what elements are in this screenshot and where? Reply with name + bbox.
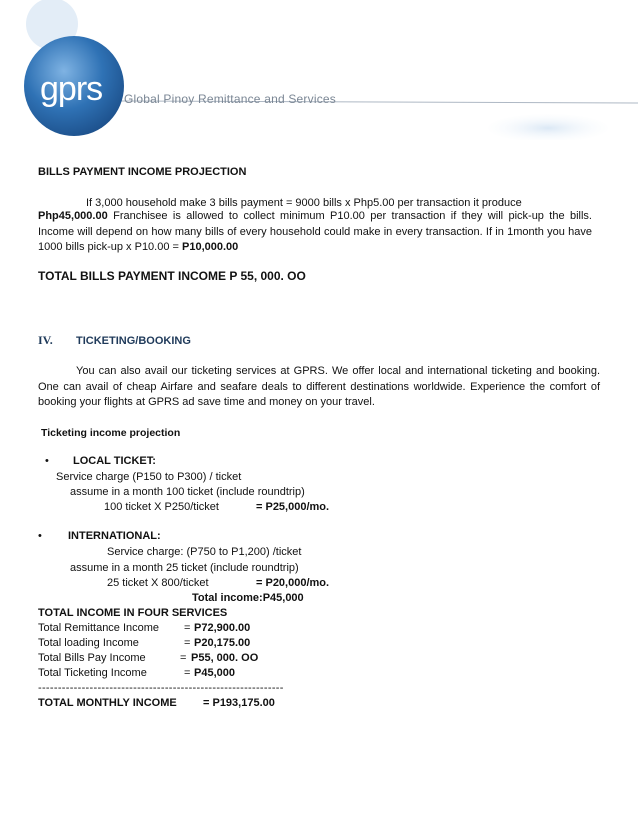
summary-row-label: Total Bills Pay Income <box>38 652 146 664</box>
letterhead <box>0 0 638 140</box>
international-line3: 25 ticket X 800/ticket <box>107 577 209 589</box>
decor-blob-icon <box>488 114 608 140</box>
summary-row-eq: = <box>180 652 187 664</box>
section-numeral: IV. <box>38 333 53 347</box>
summary-row-value: P72,900.00 <box>194 622 251 634</box>
international-line1: Service charge: (P750 to P1,200) /ticket <box>107 546 302 558</box>
monthly-total-value: = P193,175.00 <box>203 697 275 709</box>
summary-row-eq: = <box>184 622 191 634</box>
local-line2: assume in a month 100 ticket (include roundtrip) <box>70 486 305 498</box>
bills-amount: Php45,000.00 <box>38 210 108 222</box>
company-name: Global Pinoy Remittance and Services <box>124 92 336 106</box>
local-line3: 100 ticket X P250/ticket <box>104 501 219 513</box>
bills-pickup-amount: P10,000.00 <box>182 241 239 253</box>
logo-text: gprs <box>40 70 103 108</box>
summary-row-eq: = <box>184 667 191 679</box>
summary-heading: TOTAL INCOME IN FOUR SERVICES <box>38 607 228 619</box>
local-line1: Service charge (P150 to P300) / ticket <box>56 471 242 483</box>
summary-row-value: P20,175.00 <box>194 637 251 649</box>
monthly-total-label: TOTAL MONTHLY INCOME <box>38 697 177 709</box>
local-ticket-title: LOCAL TICKET: <box>73 455 156 467</box>
bills-paragraph <box>38 209 592 256</box>
bullet-local-icon: • <box>45 455 49 467</box>
bills-para-rest: Franchisee is allowed to collect minimum P10.00 per transaction if they will pick-up the bills. Income will depend on how many bills of every household could make in every transaction. If in 1month you have 1000 bills pick-up x P10.00 = <box>38 210 592 253</box>
ticketing-paragraph: You can also avail our ticketing services at GPRS. We offer local and international ticketing and booking. One can avail of cheap Airfare and seafare deals to different destinations worldwide. Experience the comfort of booking your flights at GPRS ad save time and money on your travel. <box>38 365 600 408</box>
summary-row-label: Total loading Income <box>38 637 139 649</box>
summary-row-value: P45,000 <box>194 667 235 679</box>
international-line2: assume in a month 25 ticket (include roundtrip) <box>70 562 299 574</box>
international-result: = P20,000/mo. <box>256 577 330 589</box>
summary-row-label: Total Ticketing Income <box>38 667 147 679</box>
summary-row-value: P55, 000. OO <box>191 652 259 664</box>
international-title: INTERNATIONAL: <box>68 530 161 542</box>
bills-para-line1: If 3,000 household make 3 bills payment = 9000 bills x Php5.00 per transaction it produce <box>86 197 522 209</box>
bills-heading: BILLS PAYMENT INCOME PROJECTION <box>38 166 247 178</box>
ticketing-subheading: Ticketing income projection <box>41 427 181 439</box>
ticketing-total-income: Total income:P45,000 <box>192 592 304 604</box>
section-title: TICKETING/BOOKING <box>76 335 191 347</box>
bullet-international-icon: • <box>38 530 42 542</box>
bills-total: TOTAL BILLS PAYMENT INCOME P 55, 000. OO <box>38 269 306 283</box>
summary-row-eq: = <box>184 637 191 649</box>
local-result: = P25,000/mo. <box>256 501 330 513</box>
summary-divider: -------------------------------------------------------------- <box>38 682 284 694</box>
summary-row-label: Total Remittance Income <box>38 622 160 634</box>
